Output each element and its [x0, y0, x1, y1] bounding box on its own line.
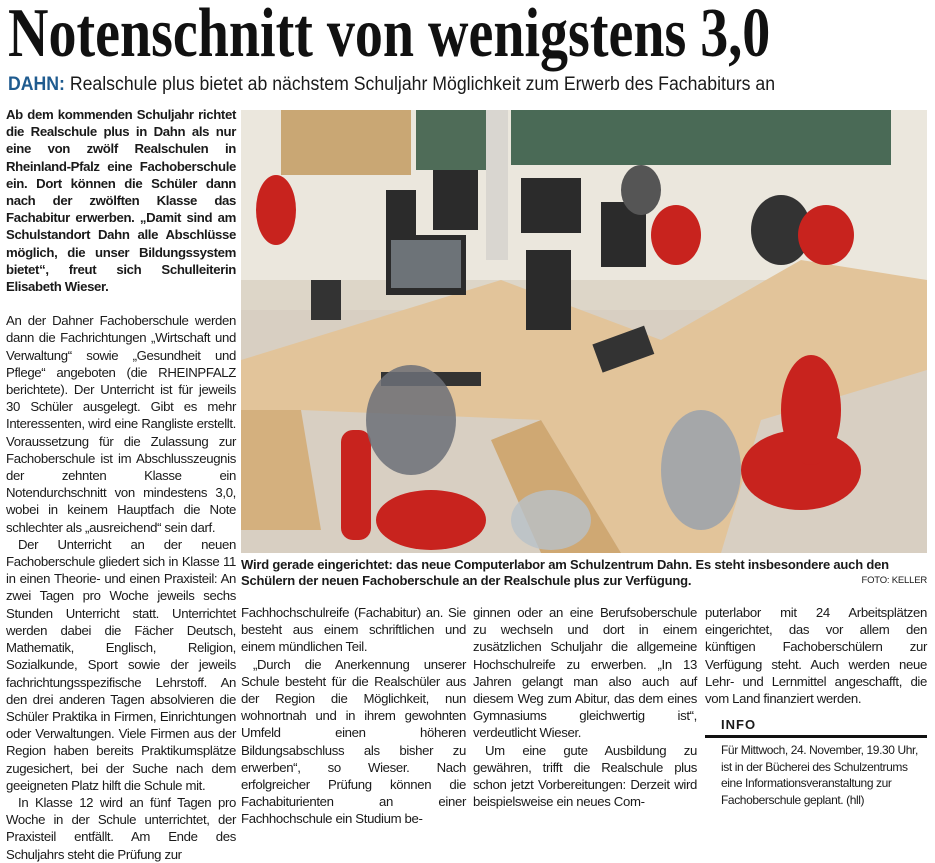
body-paragraph: puterlabor mit 24 Arbeitsplätzen eingerichtet, das vor allem den künftigen Fachoberschülern zur Verfügung steht. Auch werden neue Lehr- und Lernmittel angeschafft, die vom Land finanziert werden. [705, 605, 927, 707]
caption-text: Wird gerade eingerichtet: das neue Computerlabor am Schulzentrum Dahn. Es steht insbesondere auch den Schülern der neuen Fachoberschule an der Realschule plus zur Verfügung. [241, 557, 889, 588]
article-column-1 [6, 106, 236, 863]
body-paragraph: ginnen oder an eine Berufsoberschule zu wechseln und dort in einem zusätzlichen Schuljahr die allgemeine Hochschulreife zu erwerben. „In 13 Jahren gelangt man also auch auf diesem Weg zum Abitur, das dem eines Gymnasiums gleichwertig ist“, verdeutlicht Wieser. [473, 605, 697, 741]
headline: Notenschnitt von wenigstens 3,0 [8, 0, 771, 72]
photo-credit: FOTO: KELLER [861, 575, 927, 586]
subheadline-text: Realschule plus bietet ab nächstem Schuljahr Möglichkeit zum Erwerb des Fachabiturs an [69, 74, 776, 95]
photo-caption [241, 557, 927, 589]
body-paragraph: Um eine gute Ausbildung zu gewähren, trifft die Realschule plus schon jetzt Vorbereitungen: Derzeit wird beispielsweise ein neues Com- [473, 742, 697, 810]
dateline-kicker: DAHN: [8, 74, 65, 95]
lead-paragraph: Ab dem kommenden Schuljahr richtet die Realschule plus in Dahn als nur eine von zwölf Realschulen in Rheinland-Pfalz eine Fachoberschule ein. Dort können die Schüler dann nach der zwölften Klasse das Fachabitur erwerben. „Damit sind am Schulstandort Dahn alle Abschlüsse möglich, die unser Bildungssystem bietet“, freut sich Schulleiterin Elisabeth Wieser. [6, 107, 236, 295]
computer-lab-photo [241, 110, 927, 553]
body-paragraph: In Klasse 12 wird an fünf Tagen pro Woche in der Schule unterrichtet, der Praxisteil entfällt. Am Ende des Schuljahrs steht die Prüfung zur [6, 794, 236, 862]
article-column-4 [705, 604, 927, 808]
article-column-2 [241, 604, 466, 828]
article-column-3 [473, 604, 697, 810]
subheadline [8, 74, 775, 96]
body-paragraph: Fachhochschulreife (Fachabitur) an. Sie besteht aus einem schriftlichen und einem mündlichen Teil. [241, 605, 466, 655]
body-paragraph: Der Unterricht an der neuen Fachoberschule gliedert sich in Klasse 11 in einen Theorie- und einen Praxisteil: An zwei Tagen pro Woche jeweils sechs Stunden Unterricht statt. Unterrichtet werden dabei die Fächer Deutsch, Mathematik, Englisch, Religion, Sozialkunde, Sport sowie der jeweils fachrichtungsspezifische Lehrstoff. An den drei anderen Tagen absolvieren die Schüler Praktika in Firmen, Einrichtungen oder Verwaltungen. Viele Firmen aus der Region haben bereits Praktikumsplätze zugesichert, bei der Suche nach dem geeigneten Platz hilft die Schule mit. [6, 536, 236, 793]
body-paragraph: An der Dahner Fachoberschule werden dann die Fachrichtungen „Wirtschaft und Verwaltung“ sowie „Gesundheit und Pflege“ angeboten (die RHEINPFALZ berichtete). Der Unterricht ist für jeweils 30 Schüler ausgelegt. Gibt es mehr Interessenten, wird eine Rangliste erstellt. Voraussetzung für die Zulassung zur Fachoberschule ist im Abschlusszeugnis der zehnten Klasse ein Notendurchschnitt von mindestens 3,0, wobei in keinem Hauptfach die Note schlechter als „ausreichend“ sein darf. [6, 313, 236, 535]
info-heading: INFO [705, 716, 927, 738]
info-text: Für Mittwoch, 24. November, 19.30 Uhr, ist in der Bücherei des Schulzentrums eine Informationsveranstaltung zur Fachoberschule geplant. (hll) [721, 743, 918, 807]
body-paragraph: „Durch die Anerkennung unserer Schule besteht für die Realschüler aus der Region die Möglichkeit, nun wohnortnah und in ihrem gewohnten Umfeld einen höheren Bildungsabschluss als bisher zu erwerben“, so Wieser. Nach erfolgreicher Prüfung können die Fachabiturienten an einer Fachhochschule ein Studium be- [241, 656, 466, 827]
